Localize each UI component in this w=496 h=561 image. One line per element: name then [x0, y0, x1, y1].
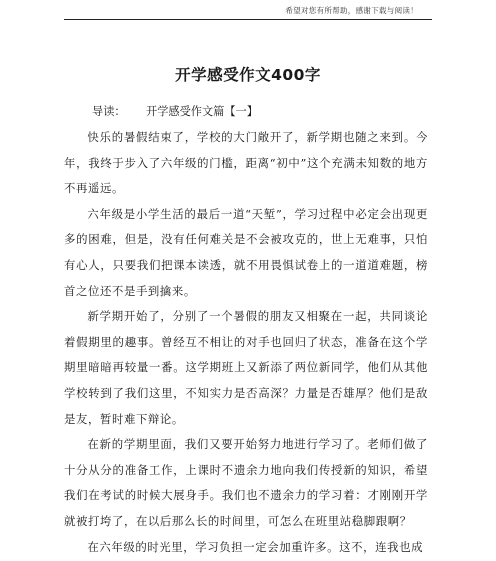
paragraph: 新学期开始了，分别了一个暑假的朋友又相聚在一起，共同谈论着假期里的趣事。曾经互不相让的对手也回归了状态，准备在这个学期里暗暗再较量一番。这学期班上又新添了两位新同学，他们从其他学校转到了我们这里，不知实力是否高深？力量是否雄厚？他们是敌是友，暂时难下辩论。: [64, 309, 428, 426]
paragraph: 六年级是小学生活的最后一道“天堑”，学习过程中必定会出现更多的困难，但是，没有任何难关是不会被攻克的，世上无难事，只怕有心人，只要我们把课本读透，就不用畏惧试卷上的一道道难题，榜首之位还不是手到擒来。: [64, 206, 428, 298]
guide-text: 开学感受作文篇【一】: [146, 105, 258, 118]
article-body: [64, 125, 428, 560]
page-title: 开学感受作文400字: [175, 66, 321, 84]
paragraph: 在新的学期里面，我们又要开始努力地进行学习了。老师们做了十分从分的准备工作，上课时不遗余力地向我们传授新的知识，希望我们在考试的时候大展身手。我们也不遗余力的学习着：才刚刚开学就被打垮了，在以后那么长的时间里，可怎么在班里站稳脚跟啊？: [64, 437, 428, 528]
paragraph: 在六年级的时光里，学习负担一定会加重许多。这不，连我也成: [87, 539, 424, 554]
header-note: 希望对您有所帮助，感谢下载与阅读！: [285, 6, 418, 15]
guide-line: [92, 103, 258, 119]
paragraph: 快乐的暑假结束了，学校的大门敞开了，新学期也随之来到。今年，我终于步入了六年级的门槛，距离“初中”这个充满未知数的地方不再遥远。: [64, 130, 428, 196]
header-divider: [64, 19, 432, 20]
guide-label: 导读：: [92, 105, 126, 118]
